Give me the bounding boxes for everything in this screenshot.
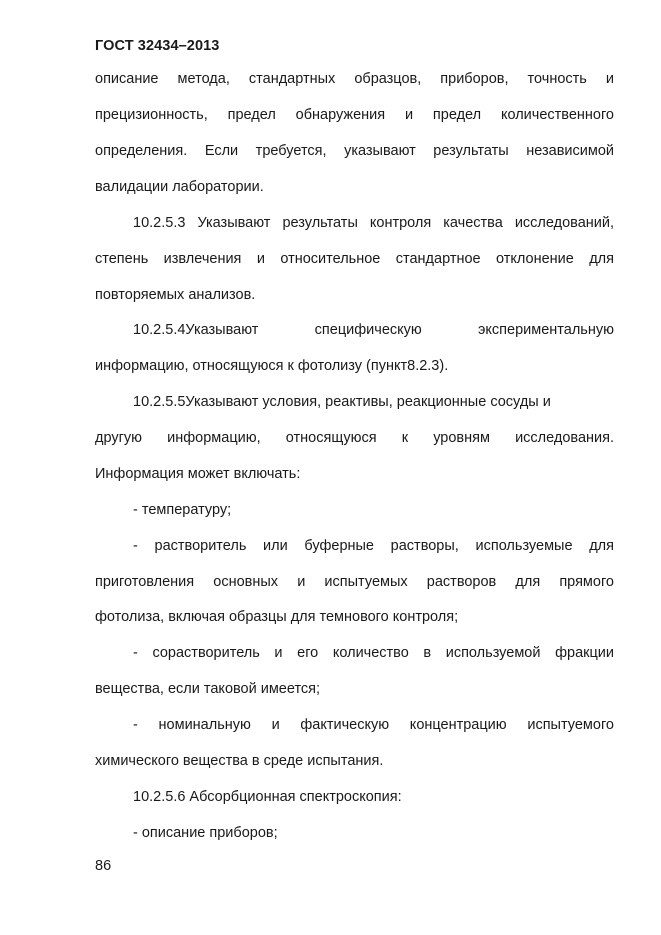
text-line: Информация может включать: (95, 466, 301, 482)
text-line: фотолиза, включая образцы для темнового контроля; (95, 609, 459, 625)
list-item: - растворитель или буферные растворы, используемые для (133, 538, 614, 554)
text-line: валидации лаборатории. (95, 179, 264, 195)
list-item: - сорастворитель и его количество в используемой фракции (133, 645, 614, 661)
page-number: 86 (95, 858, 112, 874)
text-line: химического вещества в среде испытания. (95, 753, 384, 769)
list-item: - температуру; (133, 502, 232, 518)
paragraph-start: 10.2.5.5Указывают условия, реактивы, реакционные сосуды и (133, 394, 551, 410)
list-item: - номинальную и фактическую концентрацию испытуемого (133, 717, 614, 733)
text-line: описание метода, стандартных образцов, приборов, точность и (95, 71, 614, 87)
text-line: прецизионность, предел обнаружения и предел количественного (95, 107, 614, 123)
text-line: степень извлечения и относительное стандартное отклонение для (95, 251, 614, 267)
paragraph-start: 10.2.5.3 Указывают результаты контроля качества исследований, (133, 215, 614, 231)
paragraph-start: 10.2.5.6 Абсорбционная спектроскопия: (133, 789, 402, 805)
text-line: приготовления основных и испытуемых растворов для прямого (95, 574, 614, 590)
list-item: - описание приборов; (133, 825, 278, 841)
text-line: информацию, относящуюся к фотолизу (пункт8.2.3). (95, 358, 449, 374)
text-line: другую информацию, относящуюся к уровням исследования. (95, 430, 614, 446)
text-line: вещества, если таковой имеется; (95, 681, 321, 697)
paragraph-start: 10.2.5.4Указывают специфическую экспериментальную (133, 322, 614, 338)
text-line: повторяемых анализов. (95, 287, 256, 303)
text-line: определения. Если требуется, указывают результаты независимой (95, 143, 614, 159)
document-header: ГОСТ 32434–2013 (95, 38, 220, 54)
